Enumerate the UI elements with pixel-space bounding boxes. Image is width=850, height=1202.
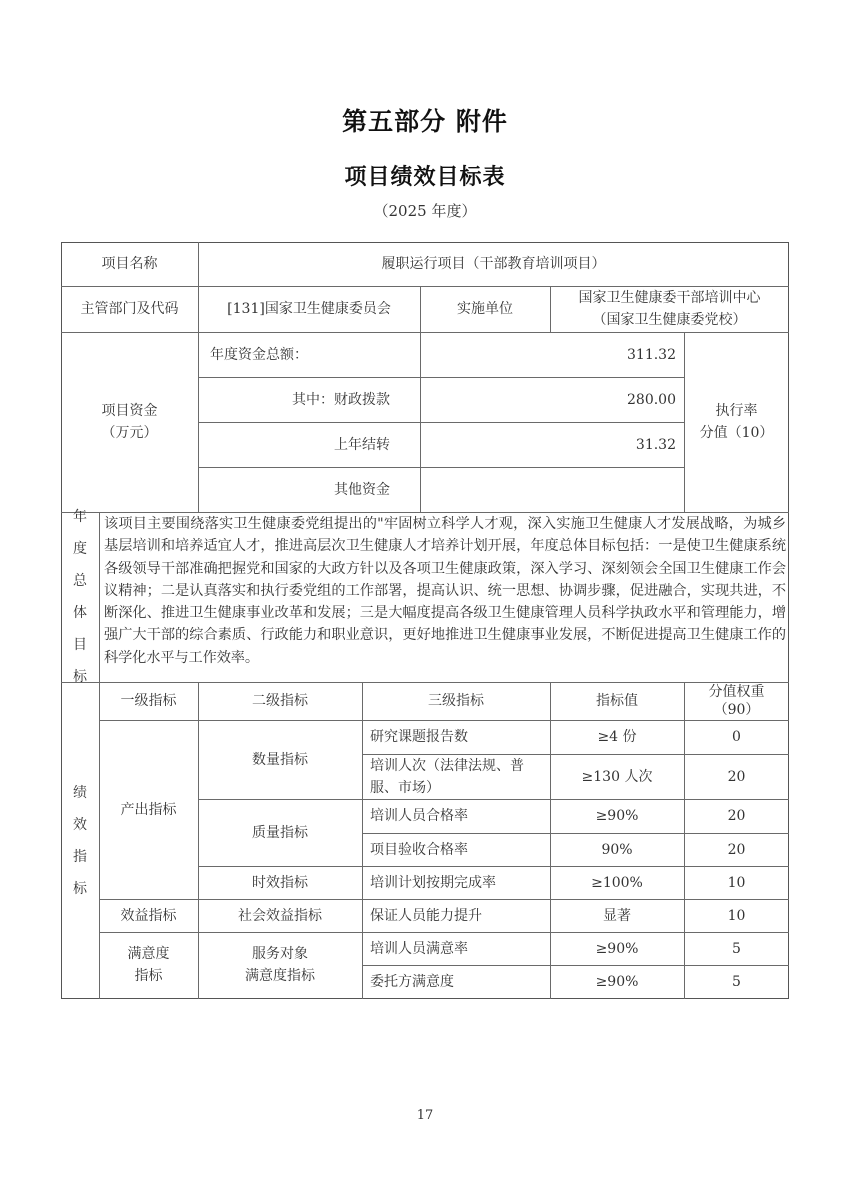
indicator-weight: 10 bbox=[727, 907, 746, 924]
level2-service-line2: 满意度指标 bbox=[245, 968, 315, 984]
indicator-value: ≥4 份 bbox=[597, 729, 637, 745]
goals-label bbox=[61, 509, 99, 685]
indicator-value: ≥130 人次 bbox=[581, 768, 653, 785]
project-name-label: 项目名称 bbox=[101, 256, 158, 272]
indicator-value: ≥90% bbox=[595, 973, 639, 990]
header-level2: 二级指标 bbox=[252, 693, 308, 709]
indicators-label-char: 效 bbox=[73, 816, 87, 833]
goals-label-char: 目 bbox=[73, 637, 87, 653]
indicator-level3: 研究课题报告数 bbox=[370, 729, 468, 745]
indicator-value: 90% bbox=[601, 841, 633, 858]
level2-service-line1: 服务对象 bbox=[252, 946, 308, 962]
part-title: 第五部分 附件 bbox=[342, 107, 508, 136]
header-value: 指标值 bbox=[596, 693, 638, 709]
funds-total-value: 311.32 bbox=[627, 346, 676, 363]
funds-label bbox=[61, 332, 198, 512]
table-title: 项目绩效目标表 bbox=[344, 165, 506, 190]
exec-rate-line1: 执行率 bbox=[715, 403, 758, 419]
impl-unit-line2: （国家卫生健康委党校） bbox=[592, 312, 747, 328]
header-weight bbox=[684, 682, 789, 720]
indicator-value: 显著 bbox=[603, 907, 631, 924]
indicator-weight: 5 bbox=[732, 940, 741, 957]
indicators-label-char: 标 bbox=[73, 880, 87, 897]
level2-timeliness: 时效指标 bbox=[252, 874, 308, 891]
funds-fiscal-value: 280.00 bbox=[627, 391, 676, 408]
goals-label-char: 度 bbox=[73, 541, 87, 557]
indicator-value: ≥90% bbox=[595, 808, 639, 824]
indicator-level3: 保证人员能力提升 bbox=[370, 907, 482, 924]
level1-satisfaction-line2: 指标 bbox=[134, 968, 163, 984]
header-weight-line2: （90） bbox=[713, 702, 760, 718]
level1-satisfaction-line1: 满意度 bbox=[127, 946, 170, 962]
indicator-weight: 0 bbox=[732, 729, 741, 745]
funds-fiscal-label: 其中：财政拨款 bbox=[292, 391, 390, 408]
exec-rate-line2: 分值（10） bbox=[699, 425, 774, 441]
indicator-level3: 委托方满意度 bbox=[370, 973, 454, 990]
indicator-weight: 10 bbox=[727, 874, 746, 891]
impl-unit-line1: 国家卫生健康委干部培训中心 bbox=[578, 290, 761, 306]
indicator-level3: 培训人员满意率 bbox=[370, 940, 468, 957]
indicator-level3 bbox=[362, 754, 550, 799]
level1-output: 产出指标 bbox=[120, 801, 177, 818]
level2-quality: 质量指标 bbox=[252, 824, 308, 841]
impl-unit-value bbox=[550, 286, 789, 332]
indicator-level3-line2: 服、市场） bbox=[370, 779, 440, 796]
level2-service bbox=[198, 932, 362, 998]
indicator-level3: 培训计划按期完成率 bbox=[370, 874, 496, 891]
goals-label-char: 标 bbox=[73, 669, 87, 685]
header-level1: 一级指标 bbox=[120, 693, 177, 709]
indicator-weight: 20 bbox=[727, 768, 746, 785]
funds-label-line1: 项目资金 bbox=[101, 403, 158, 419]
goals-label-char: 年 bbox=[73, 509, 87, 525]
indicator-weight: 20 bbox=[727, 808, 746, 824]
impl-unit-label: 实施单位 bbox=[457, 301, 513, 317]
level1-benefit: 效益指标 bbox=[120, 907, 177, 924]
indicator-value: ≥90% bbox=[595, 940, 639, 957]
funds-total-label: 年度资金总额： bbox=[210, 346, 308, 363]
funds-other-label: 其他资金 bbox=[334, 481, 390, 498]
level2-social: 社会效益指标 bbox=[238, 907, 322, 924]
page-number: 17 bbox=[416, 1108, 434, 1123]
year-label: （2025 年度） bbox=[373, 202, 477, 220]
funds-other-value bbox=[420, 467, 684, 512]
indicator-level3-line1: 培训人次（法律法规、普 bbox=[370, 757, 524, 774]
exec-rate-label bbox=[684, 332, 789, 512]
goals-text: 该项目主要围绕落实卫生健康委党组提出的"牢固树立科学人才观，深入实施卫生健康人才发展战略，为城乡基层培训和培养适宜人才，推进高层次卫生健康人才培养计划开展，年度总体目标包括：一是使卫生健康系统各级领导干部准确把握党和国家的大政方针以及各项卫生健康政策，深入学习、深刻领会全国卫生健康工作会议精神；二是认真落实和执行委党组的工作部署，提高认识、统一思想、协调步骤，促进融合，实现共进，不断深化、推进卫生健康事业改革和发展；三是大幅度提高各级卫生健康管理人员科学执政水平和管理能力，增强广大干部的综合素质、行政能力和职业意识，更好地推进卫生健康事业发展，不断促进提高卫生健康工作的科学化水平与工作效率。 bbox=[104, 516, 786, 666]
goals-label-char: 体 bbox=[73, 605, 87, 621]
header-level3: 三级指标 bbox=[428, 693, 484, 709]
indicators-label-char: 绩 bbox=[73, 784, 87, 801]
funds-label-line2: （万元） bbox=[101, 425, 158, 441]
dept-value: [131]国家卫生健康委员会 bbox=[227, 301, 391, 317]
indicators-label bbox=[61, 682, 99, 999]
indicator-weight: 5 bbox=[732, 973, 741, 990]
project-name-value: 履职运行项目（干部教育培训项目） bbox=[381, 256, 606, 272]
level2-quantity: 数量指标 bbox=[252, 751, 308, 768]
indicator-level3: 项目验收合格率 bbox=[370, 841, 468, 858]
goals-label-char: 总 bbox=[73, 573, 87, 589]
header-weight-line1: 分值权重 bbox=[708, 684, 765, 700]
dept-label: 主管部门及代码 bbox=[80, 301, 179, 317]
indicator-value: ≥100% bbox=[591, 874, 643, 891]
indicator-level3: 培训人员合格率 bbox=[370, 808, 468, 824]
indicator-weight: 20 bbox=[727, 841, 746, 858]
level1-satisfaction bbox=[99, 932, 198, 998]
funds-carryover-value: 31.32 bbox=[635, 436, 676, 453]
funds-carryover-label: 上年结转 bbox=[334, 436, 390, 453]
indicators-label-char: 指 bbox=[73, 848, 87, 865]
